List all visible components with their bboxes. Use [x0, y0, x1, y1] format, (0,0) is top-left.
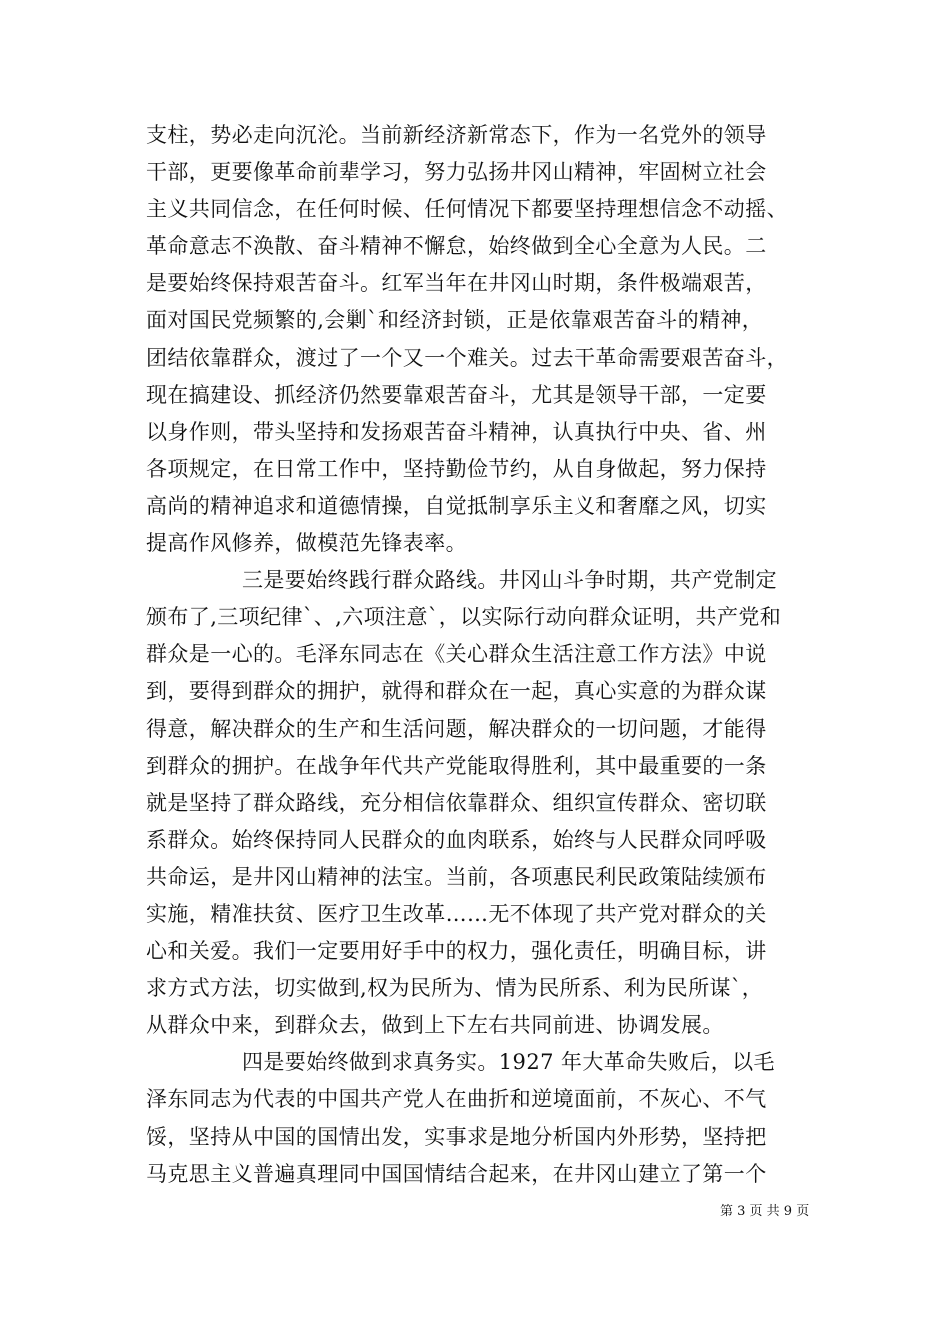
text-line-22: 实施，精准扶贫、医疗卫生改革……无不体现了共产党对群众的关	[146, 901, 767, 926]
text-line-11: 高尚的精神追求和道德情操，自觉抵制享乐主义和奢靡之风，切实	[146, 493, 767, 518]
text-line-21: 共命运，是井冈山精神的法宝。当前，各项惠民利民政策陆续颁布	[146, 864, 767, 889]
text-line-9: 以身作则，带头坚持和发扬艰苦奋斗精神，认真执行中央、省、州	[146, 419, 767, 444]
text-line-6: 面对国民党频繁的,会剿`和经济封锁，正是依靠艰苦奋斗的精神，	[146, 308, 764, 333]
text-line-14: 颁布了,三项纪律`、,六项注意`，以实际行动向群众证明，共产党和	[146, 605, 782, 630]
text-line-5: 是要始终保持艰苦奋斗。红军当年在井冈山时期，条件极端艰苦，	[146, 271, 767, 296]
text-line-15: 群众是一心的。毛泽东同志在《关心群众生活注意工作方法》中说	[146, 642, 767, 667]
text-line-27: 泽东同志为代表的中国共产党人在曲折和逆境面前，不灰心、不气	[146, 1087, 767, 1112]
text-line-20: 系群众。始终保持同人民群众的血肉联系，始终与人民群众同呼吸	[146, 827, 767, 852]
text-line-28: 馁，坚持从中国的国情出发，实事求是地分析国内外形势，坚持把	[146, 1124, 767, 1149]
text-line-17: 得意，解决群众的生产和生活问题，解决群众的一切问题，才能得	[146, 716, 767, 741]
text-line-24: 求方式方法，切实做到,权为民所为、情为民所系、利为民所谋`，	[146, 976, 764, 1001]
text-line-12: 提高作风修养，做模范先锋表率。	[146, 531, 467, 556]
page-number: 第 3 页 共 9 页	[720, 1204, 810, 1219]
text-line-29: 马克思主义普遍真理同中国国情结合起来，在井冈山建立了第一个	[146, 1161, 767, 1186]
text-line-23: 心和关爱。我们一定要用好手中的权力，强化责任，明确目标，讲	[146, 939, 767, 964]
text-line-16: 到，要得到群众的拥护，就得和群众在一起，真心实意的为群众谋	[146, 679, 767, 704]
text-line-1: 支柱，势必走向沉沦。当前新经济新常态下，作为一名党外的领导	[146, 123, 767, 147]
text-line-8: 现在搞建设、抓经济仍然要靠艰苦奋斗，尤其是领导干部，一定要	[146, 382, 767, 407]
text-line-4: 革命意志不涣散、奋斗精神不懈怠，始终做到全心全意为人民。二	[146, 234, 767, 259]
text-line-26: 四是要始终做到求真务实。1927 年大革命失败后，以毛	[242, 1050, 775, 1075]
text-line-3: 主义共同信念，在任何时候、任何情况下都要坚持理想信念不动摇、	[146, 197, 788, 222]
text-line-7: 团结依靠群众，渡过了一个又一个难关。过去干革命需要艰苦奋斗，	[146, 345, 788, 370]
text-line-25: 从群众中来，到群众去，做到上下左右共同前进、协调发展。	[146, 1013, 724, 1038]
text-line-10: 各项规定，在日常工作中，坚持勤俭节约，从自身做起，努力保持	[146, 456, 767, 481]
text-line-13: 三是要始终践行群众路线。井冈山斗争时期，共产党制定	[242, 568, 777, 593]
text-line-19: 就是坚持了群众路线，充分相信依靠群众、组织宣传群众、密切联	[146, 790, 767, 815]
text-line-2: 干部，更要像革命前辈学习，努力弘扬井冈山精神，牢固树立社会	[146, 160, 767, 185]
document-body	[146, 117, 816, 1193]
text-line-18: 到群众的拥护。在战争年代共产党能取得胜利，其中最重要的一条	[146, 753, 767, 778]
